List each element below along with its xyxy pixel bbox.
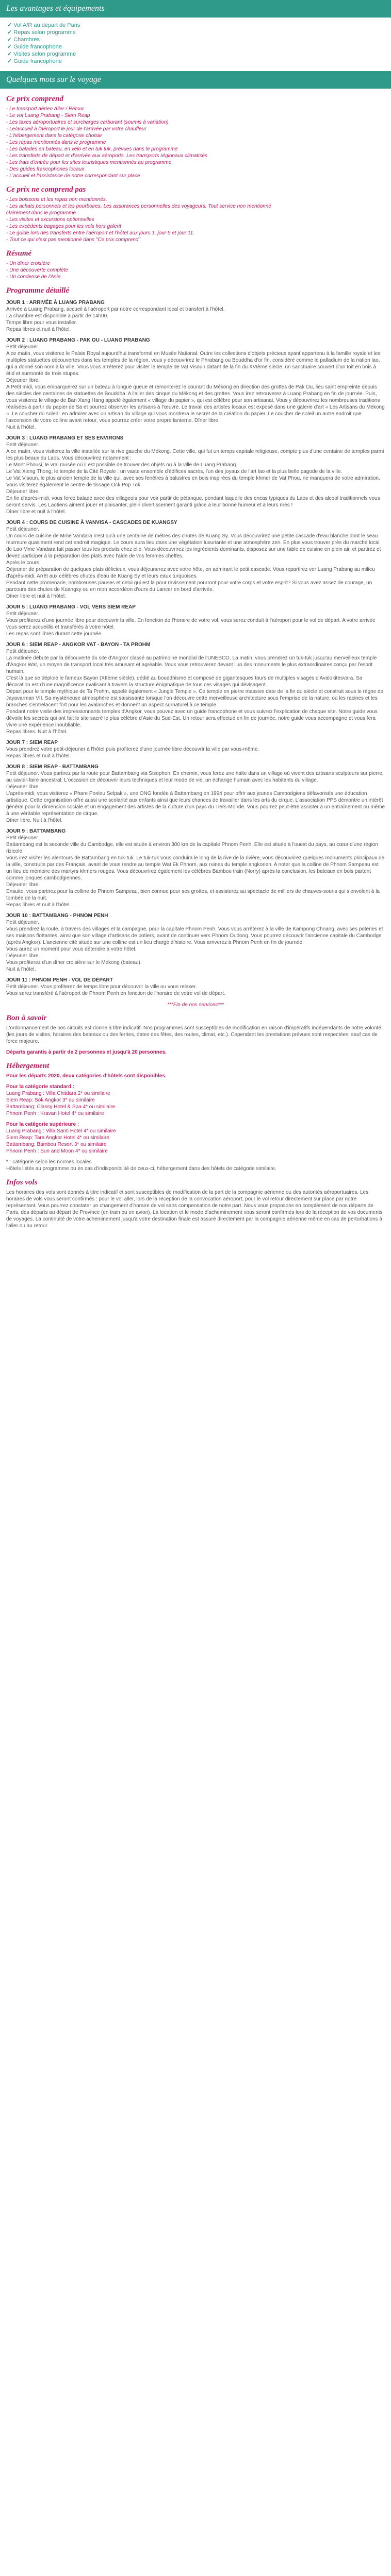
price-includes-item: - L'hébergement dans la catégorie choisie <box>6 133 102 139</box>
infos-text: Les horaires des vols sont donnés à titre indicatif et sont susceptibles de modification de la part de la compagnie aérienne ou des autorités aéroportuaires. Les horaires de vols vous seront confirmés : pour le vol aller, lors de la réception de la convocation aéroport, pour le vol retour directement sur place par notre représentant. Vous pourrez constater un changement d'horaire de vol sans compensation de notre part. Nous vous proposons en complément de nos départs de Paris, des départs au départ de Province (en train ou en avion). La location et le mode d'acheminement vous seront confirmés lors de la réception de vos documents de voyages. La continuité de votre acheminement jusqu'à votre destination finale est assuré directement par la compagnie aérienne même en cas de perturbations à l'aller ou au retour. <box>6 1190 383 1229</box>
infos-title: Infos vols <box>6 1178 38 1187</box>
goodtrip-text: L'ordonnancement de nos circuits est donné à titre indicatif. Nos programmes sont susceptibles de modification en raison d'impératifs indépendants de notre volonté (les jours de visites, horaires des bateaux ou des ferries, dates des fêtes, des routes, climat, etc.). Cependant les prestations prévues sont respectées, sauf cas de force majeure. <box>6 1025 382 1044</box>
day-text: Petit déjeuner. Battambang est la seconde ville du Cambodge, elle est située à environ 300 km de la capitale Phnom Penh. Elle est située à l'ouest du pays, au cœur d'une région rizicole. Vous irez visiter les alentours de Battambang en tuk-tuk. Le tuk-tuk vous conduira le long de la rive de la rivière, vous découvrirez quelques monuments principaux de la ville, construits par des Français, avant de vous rendre au temple Wat Ek Phnom, aux ruines du temple angkorien. A noter que la colline de Phnom Sampeau est un lieu de mémoire des martyrs khmers rouges. Vous découvrirez également les célèbres Bambou train (Norry) après la conclusion, les bateaux en bois partent comme jonques cambodgiennes. Déjeuner libre. Ensuite, vous partirez pour la colline de Phnom Sampeau, bien connue pour ses grottes, et assisterez au spectacle de milliers de chauves-souris qui s'envolent à la tombée de la nuit. Repas libres et nuit à l'hôtel. <box>6 835 385 908</box>
hotel-item: Siem Reap: Sok Angkor 3* ou similaire <box>6 1097 95 1103</box>
advantages-list <box>0 22 391 65</box>
hotel-item: Battambang: Classy Hotel & Spa 4* ou similaire <box>6 1104 116 1110</box>
price-excludes-item: - Les visites et excursions optionnelles <box>6 217 94 223</box>
price-includes-item: - Les frais d'entrée pour les sites touristiques mentionnés au programme <box>6 160 172 165</box>
departures-text: Départs garantis à partir de 2 personnes et jusqu'à 20 personnes. <box>6 1049 167 1055</box>
price-excludes-item: - Les achats personnels et les pourboires. Les assurances personnelles des voyageurs. Tout service non mentionné <box>6 204 271 209</box>
hotel-item: Battambang: Bambou Resort 3* ou similaire <box>6 1142 107 1147</box>
hotels-cat2-title: Pour la catégorie supérieure : <box>6 1122 79 1127</box>
day-title: JOUR 1 : ARRIVÉE À LUANG PRABANG <box>6 300 105 306</box>
price-includes-item: - Les taxes aéroportuaires et surcharges carburant (soumis à variation) <box>6 120 169 125</box>
price-includes-item: - Des guides francophones locaux <box>6 166 85 172</box>
price-excludes-item: clairement dans le programme. <box>6 210 77 216</box>
hotels-title: Hébergement <box>6 1062 50 1070</box>
day-title: JOUR 2 : LUANG PRABANG - PAK OU - LUANG PRABANG <box>6 337 150 343</box>
summary-item: - Un condensé de l'Asie <box>6 274 61 280</box>
price-includes-title: Ce prix comprend <box>6 95 63 103</box>
price-includes-item: - Les repas mentionnés dans le programme <box>6 140 106 145</box>
summary-list <box>6 260 385 280</box>
day-text: Petit déjeuner. Vous prendrez la route, à travers des villages et la campagne, pour la capitale Phnom Penh. Vous vous arrêterez à la ville de Kampong Chnang, avec ses poteries et ses maisons flottantes, ainsi que son village d'artisans de potiers, avant de continuer vers Phnom Oudong. Vous pourrez découvrir l'ancienne capitale du Cambodge (après Angkor). L'ancienne cité située sur une colline est un lieu chargé d'histoire. Vous arriverez à Phnom Penh en fin de journée. Vous aurez un moment pour vous détendre à votre hôtel. Déjeuner libre. Vous profiterez d'un dîner croisière sur le Mékong (bateau). Nuit à l'hôtel. <box>6 920 383 972</box>
price-includes-item: - Les balades en bateau, en vélo et en tuk tuk, prévues dans le programme <box>6 146 178 152</box>
day-title: JOUR 9 : BATTAMBANG <box>6 828 66 834</box>
price-includes-item: - Le transport aérien Aller / Retour <box>6 106 84 112</box>
day-title: JOUR 5 : LUANG PRABANG - VOL VERS SIEM REAP <box>6 604 136 610</box>
summary-item: - Une découverte complète <box>6 267 69 273</box>
day-text: Petit déjeuner. Vous profiterez de temps libre pour découvrir la ville ou vous relaxer. Vous serez transféré à l'aéroport de Phnom Penh en fonction de l'horaire de votre vol de départ. <box>6 984 225 996</box>
day-title: JOUR 4 : COURS DE CUISINE À VANVISA - CASCADES DE KUANGSY <box>6 520 177 526</box>
day-text: Petit déjeuner. La matinée débute par la découverte du site d'Angkor classé au patrimoine mondial de l'UNESCO. La matin, vous prendrez un tuk-tuk jusqu'au merveilleux temple d'Angkor Wat, un moyen de transport local très amusant et agréable. Vous vous retrouverez devant l'un des monuments le plus extraordinaires conçu par l'esprit humain. C'est là que se déploie le fameux Bayon (XIIème siècle), dédié au bouddhisme et composé de gigantesques tours de multiples visages d'Avalokitesvara. Sa décoration est d'une magnificence rivalisant à travers la structure énigmatique de tous ces visages qui dévisagent. Départ pour le temple mythique de Ta Prohm, appelé également « Jungle Temple ». Ce temple en pierre massive date de la fin du siècle et construit sous le règne de Jayavarman VII. Sa mystérieuse atmosphère est saisissante lorsque l'on découvre cette merveilleuse architecture sous l'emprise de la nature, où les racines et les branches s'entrelacent fort pour les avalanches et donnent un aspect surnaturel à ce temple. Pendant notre visite des impressionnants temples d'Angkor, vous pouvez avec un guide francophone et vous suivrez l'explication de chaque site. Notre guide vous dévoile les secrets qui ont fait le site sacré le plus célèbre d'Asie du Sud-Est. Un retour sera effectué en fin de journée, notre guide vous accompagne et vous fera vivre une expérience inoubliable. Repas libres. Nuit à l'hôtel. <box>6 649 384 735</box>
end-services: ***Fin de nos services*** <box>167 1002 224 1008</box>
price-excludes-list <box>6 196 385 243</box>
day-title: JOUR 6 : SIEM REAP - ANGKOR VAT - BAYON - TA PROHM <box>6 642 151 648</box>
price-includes-item: - L'accueil et l'assistance de notre correspondant sur place <box>6 173 140 179</box>
day-title: JOUR 3 : LUANG PRABANG ET SES ENVIRONS <box>6 435 124 441</box>
hotel-item: Luang Prabang : Villa Chitdara 2* ou similaire <box>6 1091 110 1096</box>
summary-item: - Un dîner croisière <box>6 261 51 266</box>
price-excludes-item: - Les boissons et les repas non mentionnés. <box>6 197 107 202</box>
price-excludes-item: - Les excédents bagages pour les vols hors galerit <box>6 224 121 229</box>
price-excludes-item: - Le guide lors des transferts entre l'aéroport et l'hôtel aux jours 1, jour 5 et jour 11. <box>6 230 194 236</box>
day-text: Petit déjeuner. Un cours de cuisine de Mme Vandara n'est qu'à une centaine de mètres des chutes de Kuang Sy. Vous découvrirez une petite cascade d'eau blanche dont le seau murmure quasiment rend cet endroit magique. Le cours aura lieu dans une végétation luxuriante et une atmosphère zen. En plus vous trouver près du marché local de Lao Mme Vandara fait passer tous les produits chez elle. Vous découvrirez les ingrédients dominants, disposez sur une table de cuisine en plein air, et partirez et devez participer à la préparation des plats avec l'aide de vos femmes cheffes. Après le cours. Déjeuner de préparation de quelques plats délicieux, vous déjeunerez avec votre hôte, en admirant le petit cascade. Vous repartirez ver Luang Prabang au milieu d'après-midi. Arrêt aux célèbres chutes d'eau de Kuang Sy et leurs eaux turquoises. Pendant cette promenade, nombreuses pauses et celui qui est là pour ravissement pourront pour votre corps et votre esprit ! Si vous avez assez de courage, un parcours des chutes de Kuangsy ou en mon accordéon d'ours du Lancer en bord d'arrivée. Dîner libre et nuit à l'hôtel. <box>6 527 381 599</box>
program-days <box>6 299 385 997</box>
price-includes-list <box>6 106 385 179</box>
hotel-item: Phnom Penh : Kravan Hotel 4* ou similaire <box>6 1111 104 1116</box>
advantage-item: ✓ Repas selon programme <box>7 29 384 36</box>
hotel-item: Siem Reap: Tara Angkor Hotel 4* ou similaire <box>6 1135 109 1141</box>
day-title: JOUR 10 : BATTAMBANG - PHNOM PENH <box>6 913 108 919</box>
hotels-cat1-list <box>6 1090 385 1117</box>
advantage-item: ✓ Guide francophone <box>7 58 384 65</box>
price-excludes-item: - Tout ce qui n'est pas mentionné dans "Ce prix comprend" <box>6 237 140 243</box>
day-text: Petit déjeuner. A ce matin, vous visiterez le Palais Royal aujourd'hui transformé en Musée National. Outre les collections d'objets précieux ayant appartenu à la famille royale et les multiples statuettes découvertes dans les temples de la région, vous y découvrirez le Phrabang ou Bouddha d'or fin, considéré comme le palladium de la nation lao, qui a donné son nom à la ville. Vous vous arrêterez pour visiter le temple de Vat Visoun datant de la fin du XVIème siècle, un sanctuaire couvert d'un toit en bois à étid et surmonté de trois stupas. Déjeuner libre. A Petit midi, vous embarquerez sur un bateau à longue queue et remonterez le courant du Mékong en direction des grottes de Pak Ou, lieu saint empreinte depuis des siècles des centaines de statuettes de Bouddha. A l'aller des cinqus du Mékong et des grottes. Vous irez retrouverez à Luang Prabang en fin de journée. Puis, vous visiterez le village de Ban Xang Hang appelé également « village du papier », qui est célèbre pour son artisanat. Vous y découvrirez les nombreuses traditions réalisées à partir du papier de Sa et pourrez observer les artisans à l'œuvre. Le travail des artistes locaux est exposé dans une galerie d'art « Les Artisans du Mékong ». Le coucher du soleil : en admirer avec un artisan du village qui vous montrera le secret de la création du papier. Le coucher de soleil un autre endroit que l'ascension de votre colline avant retour, vous pourrez créer votre propre lanterne. Dîner libre. Nuit à l'hôtel. <box>6 344 385 430</box>
day-title: JOUR 11 : PHNOM PENH - VOL DE DÉPART <box>6 977 113 983</box>
day-text: Petit déjeuner. Vous partirez par la route pour Battambang via Sisophon. En chemin, vous ferez une halte dans un village où vivent des artisans sculpteurs sur pierre, au savoir-faire ancestral. L'occasion de découvrir leurs techniques et leur mode de vie, un échange humain avec les habitants du village. Déjeuner libre. L'après-midi, vous visiterez « Phare Ponleu Selpak », une ONG fondée à Battambang en 1994 pour offrir aux jeunes Cambodgiens défavorisés une éducation artistique. Cette organisation offre aussi une scolarité aux enfants ainsi que leurs chances de travailler dans les arts du cirque. L'association PPS démontre un intérêt général pour la dimension sociale et un engagement des artistes de la culture d'un pays du Tiers-Monde. Vous pourrez peut-être assister à un entraînement ou même à une véritable représentation de cirque. Dîner libre. Nuit à l'hôtel. <box>6 771 385 823</box>
price-includes-item: - Le/accueil à l'aéroport le jour de l'arrivée par votre chauffeur <box>6 126 146 132</box>
day-text: Petit déjeuner. Vous profiterez d'une journée libre pour découvrir la ville. En fonction de l'horaire de votre vol, vous serez conduit à l'aéroport pour le vol de départ. A votre arrivée vous serez accueillis et transférés à votre hôtel. Les repas sont libres durant cette journée. <box>6 611 376 637</box>
price-excludes-title: Ce prix ne comprend pas <box>6 185 86 194</box>
page <box>0 0 391 1229</box>
day-text: Arrivée à Luang Prabang, accueil à l'aéroport par notre correspondant local et transfert à l'hôtel. La chambre est disponible à partir de 14h00. Temps libre pour vous installer. Repas libres et nuit à l'hôtel. <box>6 307 225 332</box>
hotels-cat2-list <box>6 1128 385 1155</box>
hotels-cat1-title: Pour la catégorie standard : <box>6 1084 75 1090</box>
hotels-note: * : catégorie selon les normes locales Hôtels listés au programme ou en cas d'indisponibilité de ceux-ci, hébergement dans des hôtels de catégorie similaire. <box>6 1159 276 1172</box>
day-text: Vous prendrez votre petit-déjeuner à l'hôtel puis profiterez d'une journée libre découvrir la ville par vous-même. Repas libres et nuit à l'hôtel. <box>6 747 259 759</box>
goodtrip-title: Bon à savoir <box>6 1014 47 1022</box>
advantages-banner: Les avantages et équipements <box>0 0 391 18</box>
advantage-item: ✓ Guide francophone <box>7 43 384 50</box>
hotel-item: Luang Prabang : Villa Santi Hotel 4* ou similaire <box>6 1128 116 1134</box>
day-text: Petit déjeuner. A ce matin, vous visiterez la ville installée sur la rive gauche du Mékong. Cette ville, qui fut un temps capitale religieuse, compte plus d'une centaine de temples parmi les plus beaux du Laos. Vous découvrirez notamment : Le Mont Phousi, le vrai musée où il est possible de trouver des objets ou à la ville de Luang Prabang. Le Vat Xieng Thong, le temple de la Cité Royale : un vaste ensemble d'édifices sacrés, l'un des joyaux de l'art lao et la plus belle pagode de la ville. Le Vat Visoun, le plus ancien temple de la ville qui, avec ses fenêtres à balustres en bois inspirées du temple khmer de Vat Phou, ne manquera de votre admiration. Vous visiterez également le centre de tissage Ock Pop Tok. Déjeuner libre. En fin d'après-midi, vous ferez balade avec des villageois pour voir partir de pétanque, pendant laquelle des encas typiques du Laos et des alcool traditionnels vous seront servis. Les Laotiens aiment jouer et plaisanter, plein divertissement garanti grâce à leur bonne humeur et à leurs rires ! Dîner libre et nuit à l'hôtel. <box>6 442 384 515</box>
day-title: JOUR 8 : SIEM REAP - BATTAMBANG <box>6 764 99 770</box>
highlights-banner: Quelques mots sur le voyage <box>0 71 391 89</box>
advantage-item: ✓ Chambres <box>7 36 384 43</box>
advantage-item: ✓ Vol A/R au départ de Paris <box>7 22 384 29</box>
hotel-item: Phnom Penh : Sun and Moon 4* ou similaire <box>6 1148 108 1154</box>
hotels-intro: Pour les départs 2020, deux catégories d'hôtels sont disponibles. <box>6 1073 167 1079</box>
advantage-item: ✓ Visites selon programme <box>7 50 384 58</box>
content <box>0 95 391 1229</box>
price-includes-item: - Le vol Luang Prabang - Siem Reap <box>6 113 90 118</box>
summary-title: Résumé <box>6 249 32 258</box>
day-title: JOUR 7 : SIEM REAP <box>6 740 58 745</box>
program-title: Programme détaillé <box>6 286 70 295</box>
price-includes-item: - Les transferts de départ et d'arrivée aux aéroports. Les transports régionaux climatisés <box>6 153 207 159</box>
